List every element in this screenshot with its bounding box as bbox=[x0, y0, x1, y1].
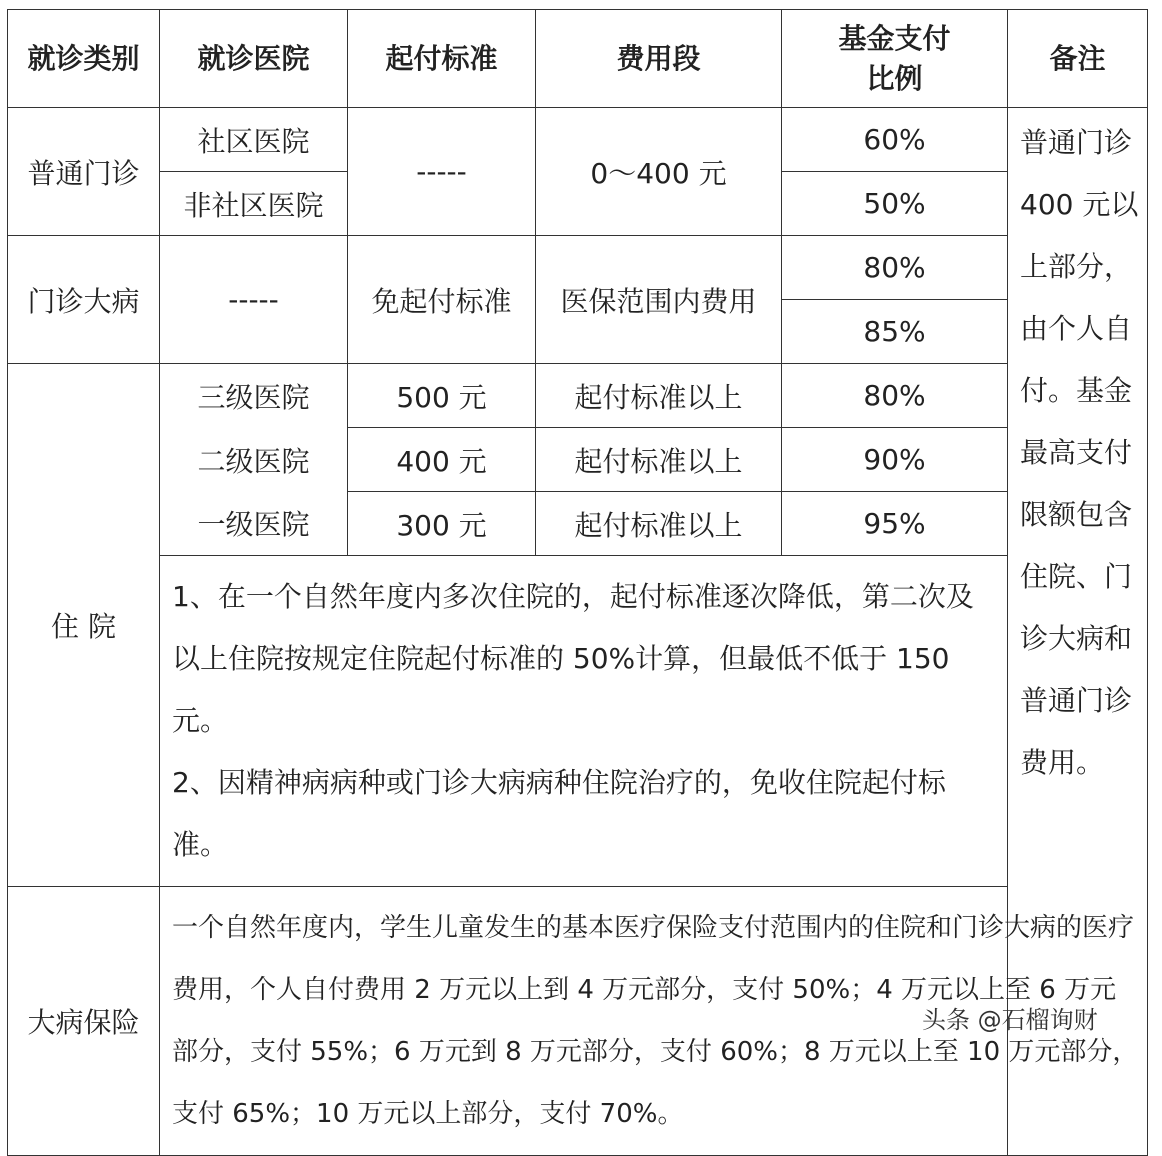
inpatient-deductible-tier1: 300 元 bbox=[348, 492, 536, 556]
major-outpatient-ratio-2: 85% bbox=[782, 300, 1008, 364]
inpatient-cost-range-tier1: 起付标准以上 bbox=[536, 492, 782, 556]
outpatient-hospital-community: 社区医院 bbox=[160, 108, 348, 172]
header-fund-ratio-line1: 基金支付 bbox=[838, 21, 951, 55]
inpatient-ratio-tier1: 95% bbox=[782, 492, 1008, 556]
inpatient-deductible-tier3: 500 元 bbox=[348, 364, 536, 428]
major-outpatient-cost-range: 医保范围内费用 bbox=[536, 236, 782, 364]
remarks-cell: 普通门诊 400 元以上部分，由个人自付。基金最高支付限额包含住院、门诊大病和普通门诊费用。 bbox=[1008, 108, 1148, 1156]
major-outpatient-category: 门诊大病 bbox=[8, 236, 160, 364]
inpatient-note-2: 2、因精神病病种或门诊大病病种住院治疗的，免收住院起付标准。 bbox=[172, 766, 946, 861]
outpatient-ratio-community: 60% bbox=[782, 108, 1008, 172]
outpatient-ratio-noncommunity: 50% bbox=[782, 172, 1008, 236]
header-row bbox=[8, 10, 1148, 108]
outpatient-row-1 bbox=[8, 108, 1148, 172]
header-hospital: 就诊医院 bbox=[160, 10, 348, 108]
critical-illness-text: 一个自然年度内，学生儿童发生的基本医疗保险支付范围内的住院和门诊大病的医疗费用，个人自付费用 2 万元以上到 4 万元部分，支付 50%；4 万元以上至 6 万元部分，支付 55%；6 万元到 8 万元部分，支付 60%；8 万元以上至 10 万元部分，支付 65%；10 万元以上部分，支付 70%。 bbox=[160, 887, 1148, 1156]
inpatient-notes-row bbox=[8, 556, 1148, 887]
inpatient-row-3 bbox=[8, 492, 1148, 556]
header-remarks: 备注 bbox=[1008, 10, 1148, 108]
inpatient-ratio-tier2: 90% bbox=[782, 428, 1008, 492]
inpatient-row-1 bbox=[8, 364, 1148, 428]
major-outpatient-hospital: ----- bbox=[160, 236, 348, 364]
major-outpatient-ratio-1: 80% bbox=[782, 236, 1008, 300]
inpatient-row-2 bbox=[8, 428, 1148, 492]
inpatient-notes bbox=[160, 556, 1008, 887]
header-fund-ratio bbox=[782, 10, 1008, 108]
major-outpatient-row-1 bbox=[8, 236, 1148, 300]
inpatient-note-1: 1、在一个自然年度内多次住院的，起付标准逐次降低，第二次及以上住院按规定住院起付标准的 50%计算，但最低不低于 150 元。 bbox=[172, 580, 974, 737]
outpatient-deductible: ----- bbox=[348, 108, 536, 236]
inpatient-category: 住 院 bbox=[8, 364, 160, 887]
inpatient-deductible-tier2: 400 元 bbox=[348, 428, 536, 492]
outpatient-cost-range: 0～400 元 bbox=[536, 108, 782, 236]
critical-illness-category: 大病保险 bbox=[8, 887, 160, 1156]
inpatient-hospital-tier1: 一级医院 bbox=[160, 492, 348, 556]
outpatient-hospital-noncommunity: 非社区医院 bbox=[160, 172, 348, 236]
insurance-policy-table bbox=[7, 9, 1148, 1156]
source-watermark: 头条 @石榴询财 bbox=[922, 1006, 1098, 1034]
header-deductible: 起付标准 bbox=[348, 10, 536, 108]
inpatient-cost-range-tier3: 起付标准以上 bbox=[536, 364, 782, 428]
outpatient-category: 普通门诊 bbox=[8, 108, 160, 236]
header-cost-range: 费用段 bbox=[536, 10, 782, 108]
inpatient-cost-range-tier2: 起付标准以上 bbox=[536, 428, 782, 492]
header-category: 就诊类别 bbox=[8, 10, 160, 108]
header-fund-ratio-line2: 比例 bbox=[866, 61, 923, 95]
major-outpatient-deductible: 免起付标准 bbox=[348, 236, 536, 364]
inpatient-ratio-tier3: 80% bbox=[782, 364, 1008, 428]
inpatient-hospital-tier2: 二级医院 bbox=[160, 428, 348, 492]
inpatient-hospital-tier3: 三级医院 bbox=[160, 364, 348, 428]
